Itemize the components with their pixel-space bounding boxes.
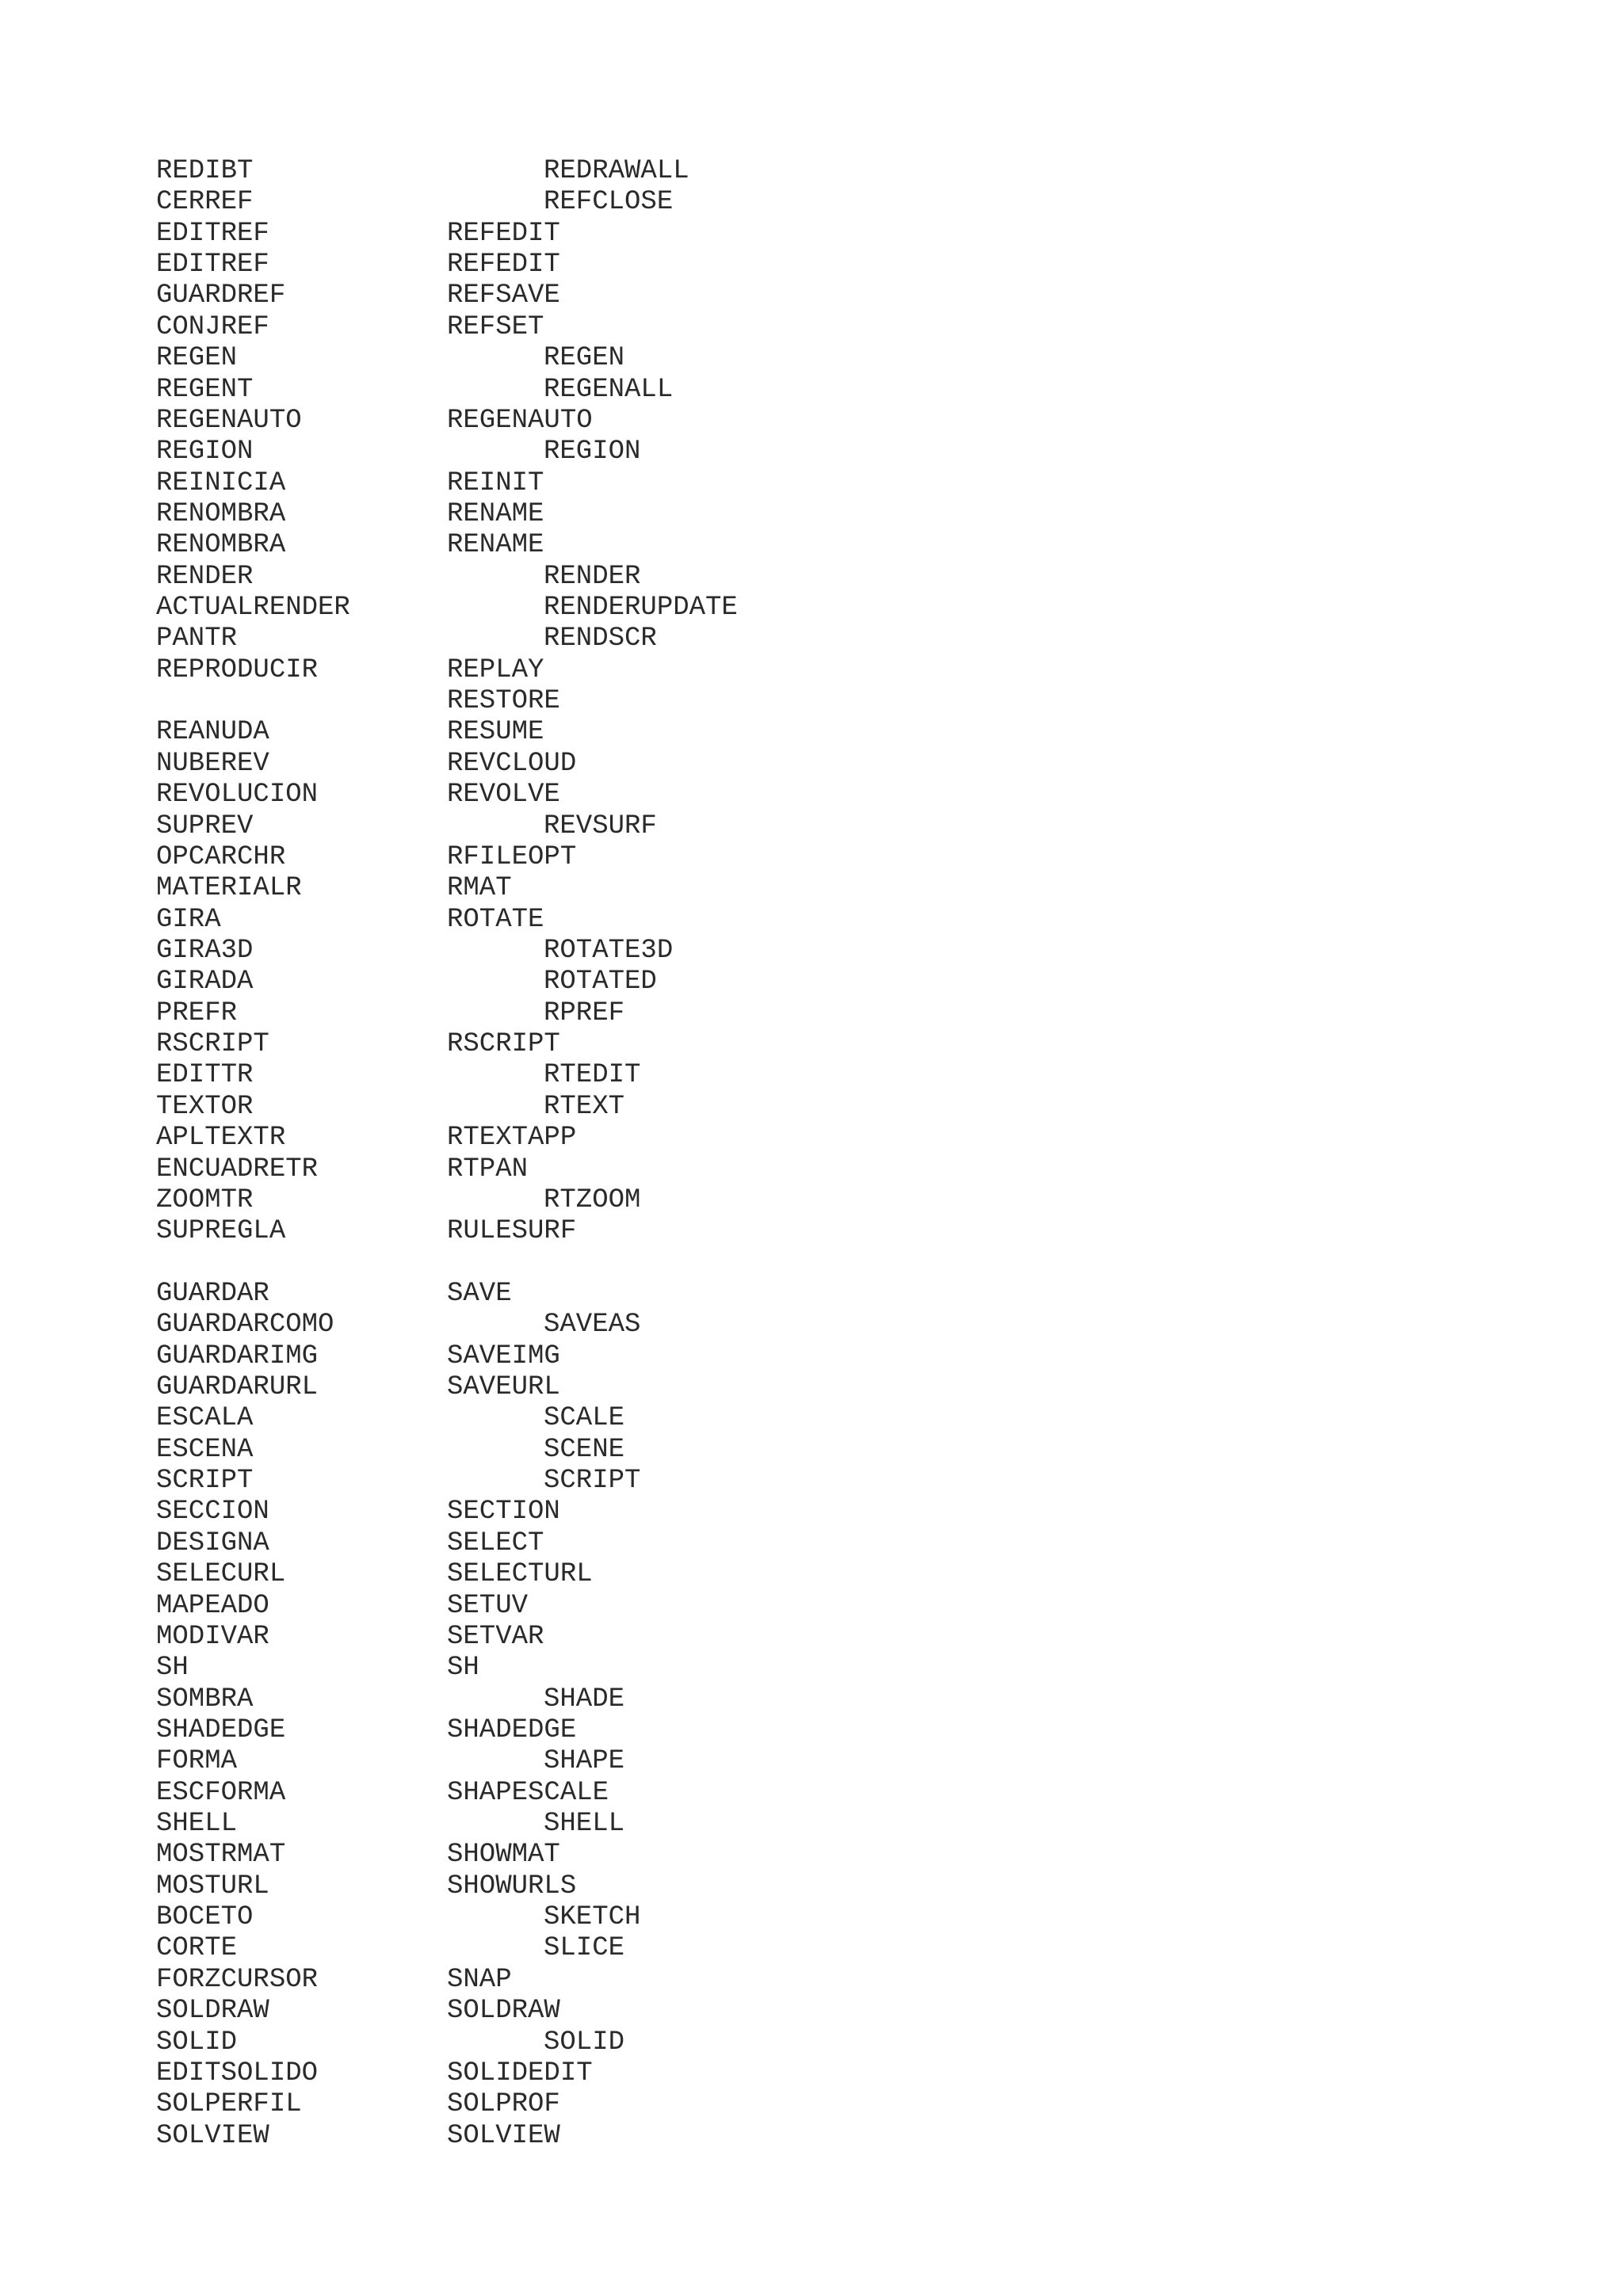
english-command: SHOWMAT bbox=[447, 1840, 560, 1871]
spanish-command: REVOLUCION bbox=[156, 780, 319, 810]
spanish-command: RENDER bbox=[156, 561, 254, 592]
spanish-command: SCRIPT bbox=[156, 1466, 254, 1497]
spanish-command: SHELL bbox=[156, 1809, 238, 1840]
english-command: RESUME bbox=[447, 717, 544, 748]
english-command: SCRIPT bbox=[544, 1466, 641, 1497]
spanish-command: GUARDARURL bbox=[156, 1372, 319, 1403]
english-command: REINIT bbox=[447, 467, 544, 498]
spanish-command: ENCUADRETR bbox=[156, 1154, 319, 1184]
english-command: RMAT bbox=[447, 873, 512, 904]
spanish-command: ESCFORMA bbox=[156, 1777, 286, 1808]
english-command: SOLPROF bbox=[447, 2089, 560, 2120]
spanish-command: EDITSOLIDO bbox=[156, 2058, 319, 2088]
english-command: SCENE bbox=[544, 1434, 625, 1465]
english-command: RESTORE bbox=[447, 686, 560, 717]
spanish-command: REINICIA bbox=[156, 467, 286, 498]
spanish-command: SUPREGLA bbox=[156, 1216, 286, 1247]
english-command: REVOLVE bbox=[447, 780, 560, 810]
spanish-command: EDITREF bbox=[156, 218, 269, 249]
spanish-command: CONJREF bbox=[156, 311, 269, 342]
spanish-command: SH bbox=[156, 1653, 189, 1684]
spanish-command: SOMBRA bbox=[156, 1684, 254, 1714]
spanish-command: TEXTOR bbox=[156, 1091, 254, 1122]
spanish-command: REGENT bbox=[156, 374, 254, 405]
spanish-command: RSCRIPT bbox=[156, 1029, 269, 1060]
spanish-command: MODIVAR bbox=[156, 1621, 269, 1652]
spanish-command: FORZCURSOR bbox=[156, 1964, 319, 1995]
english-command: REGION bbox=[544, 437, 641, 467]
english-command: SAVEAS bbox=[544, 1310, 641, 1341]
english-command: RENDER bbox=[544, 561, 641, 592]
spanish-command: FORMA bbox=[156, 1746, 238, 1777]
english-command: SHELL bbox=[544, 1809, 625, 1840]
spanish-command: RENOMBRA bbox=[156, 498, 286, 529]
spanish-command: REGENAUTO bbox=[156, 405, 302, 436]
english-command: SETUV bbox=[447, 1590, 529, 1621]
spanish-command: RENOMBRA bbox=[156, 530, 286, 561]
english-command: SH bbox=[447, 1653, 479, 1684]
spanish-command: GIRA bbox=[156, 904, 221, 935]
english-command: REGENALL bbox=[544, 374, 674, 405]
english-command: REFCLOSE bbox=[544, 187, 674, 218]
english-command: REFEDIT bbox=[447, 250, 560, 280]
spanish-command: SOLID bbox=[156, 2027, 238, 2058]
spanish-command: CORTE bbox=[156, 1933, 238, 1964]
spanish-command: SELECURL bbox=[156, 1559, 286, 1590]
english-command: SAVEIMG bbox=[447, 1341, 560, 1371]
spanish-command: REPRODUCIR bbox=[156, 654, 319, 685]
english-command: REGEN bbox=[544, 343, 625, 374]
spanish-command: GIRADA bbox=[156, 967, 254, 997]
spanish-command: SUPREV bbox=[156, 810, 254, 841]
spanish-command: SECCION bbox=[156, 1497, 269, 1527]
english-command: REFSET bbox=[447, 311, 544, 342]
english-command: RTPAN bbox=[447, 1154, 529, 1184]
english-command: RPREF bbox=[544, 997, 625, 1028]
english-command: SHAPE bbox=[544, 1746, 625, 1777]
english-command: SOLIDEDIT bbox=[447, 2058, 593, 2088]
english-command: ROTATE bbox=[447, 904, 544, 935]
english-command: REFEDIT bbox=[447, 218, 560, 249]
english-command: SAVEURL bbox=[447, 1372, 560, 1403]
english-command: SELECT bbox=[447, 1527, 544, 1558]
english-command: SETVAR bbox=[447, 1621, 544, 1652]
spanish-command: GUARDAR bbox=[156, 1278, 269, 1309]
spanish-command: MAPEADO bbox=[156, 1590, 269, 1621]
english-command: SOLDRAW bbox=[447, 1996, 560, 2027]
english-command: SLICE bbox=[544, 1933, 625, 1964]
spanish-command: MOSTRMAT bbox=[156, 1840, 286, 1871]
spanish-command: NUBEREV bbox=[156, 748, 269, 779]
english-command: RTEXT bbox=[544, 1091, 625, 1122]
spanish-command: ESCALA bbox=[156, 1403, 254, 1434]
english-command: REDRAWALL bbox=[544, 156, 689, 186]
english-command: RTZOOM bbox=[544, 1184, 641, 1215]
english-command: SECTION bbox=[447, 1497, 560, 1527]
spanish-command: REGEN bbox=[156, 343, 238, 374]
english-command: SHADEDGE bbox=[447, 1714, 577, 1745]
english-command: SELECTURL bbox=[447, 1559, 593, 1590]
spanish-command: EDITTR bbox=[156, 1060, 254, 1091]
spanish-command: SOLPERFIL bbox=[156, 2089, 302, 2120]
spanish-command: GUARDARIMG bbox=[156, 1341, 319, 1371]
english-command: SNAP bbox=[447, 1964, 512, 1995]
english-command: REVSURF bbox=[544, 810, 657, 841]
spanish-command: MATERIALR bbox=[156, 873, 302, 904]
spanish-command: REDIBT bbox=[156, 156, 254, 186]
spanish-command: CERREF bbox=[156, 187, 254, 218]
spanish-command: SOLDRAW bbox=[156, 1996, 269, 2027]
english-command: RSCRIPT bbox=[447, 1029, 560, 1060]
spanish-command: REANUDA bbox=[156, 717, 269, 748]
english-command: SKETCH bbox=[544, 1902, 641, 1933]
english-command: SOLVIEW bbox=[447, 2120, 560, 2151]
english-command: SOLID bbox=[544, 2027, 625, 2058]
spanish-command: ZOOMTR bbox=[156, 1184, 254, 1215]
english-command: REFSAVE bbox=[447, 280, 560, 311]
spanish-command: PREFR bbox=[156, 997, 238, 1028]
english-command: ROTATED bbox=[544, 967, 657, 997]
spanish-command: OPCARCHR bbox=[156, 841, 286, 872]
spanish-command: APLTEXTR bbox=[156, 1123, 286, 1154]
spanish-command: GUARDREF bbox=[156, 280, 286, 311]
english-command: RTEXTAPP bbox=[447, 1123, 577, 1154]
spanish-command: DESIGNA bbox=[156, 1527, 269, 1558]
english-command: SHAPESCALE bbox=[447, 1777, 609, 1808]
spanish-command: ACTUALRENDER bbox=[156, 593, 350, 624]
spanish-command: BOCETO bbox=[156, 1902, 254, 1933]
english-command: SHADE bbox=[544, 1684, 625, 1714]
english-command: RENAME bbox=[447, 498, 544, 529]
spanish-command: SHADEDGE bbox=[156, 1714, 286, 1745]
spanish-command: GIRA3D bbox=[156, 935, 254, 966]
spanish-command: EDITREF bbox=[156, 250, 269, 280]
english-command: REGENAUTO bbox=[447, 405, 593, 436]
english-command: SCALE bbox=[544, 1403, 625, 1434]
spanish-command: MOSTURL bbox=[156, 1871, 269, 1901]
spanish-command: REGION bbox=[156, 437, 254, 467]
english-command: REPLAY bbox=[447, 654, 544, 685]
english-command: RULESURF bbox=[447, 1216, 577, 1247]
english-command: RENDSCR bbox=[544, 624, 657, 654]
spanish-command: ESCENA bbox=[156, 1434, 254, 1465]
spanish-command: GUARDARCOMO bbox=[156, 1310, 334, 1341]
english-command: ROTATE3D bbox=[544, 935, 674, 966]
spanish-command: PANTR bbox=[156, 624, 238, 654]
english-command: SAVE bbox=[447, 1278, 512, 1309]
english-command: REVCLOUD bbox=[447, 748, 577, 779]
english-command: SHOWURLS bbox=[447, 1871, 577, 1901]
spanish-command: SOLVIEW bbox=[156, 2120, 269, 2151]
english-command: RENAME bbox=[447, 530, 544, 561]
english-command: RENDERUPDATE bbox=[544, 593, 738, 624]
english-command: RFILEOPT bbox=[447, 841, 577, 872]
english-command: RTEDIT bbox=[544, 1060, 641, 1091]
